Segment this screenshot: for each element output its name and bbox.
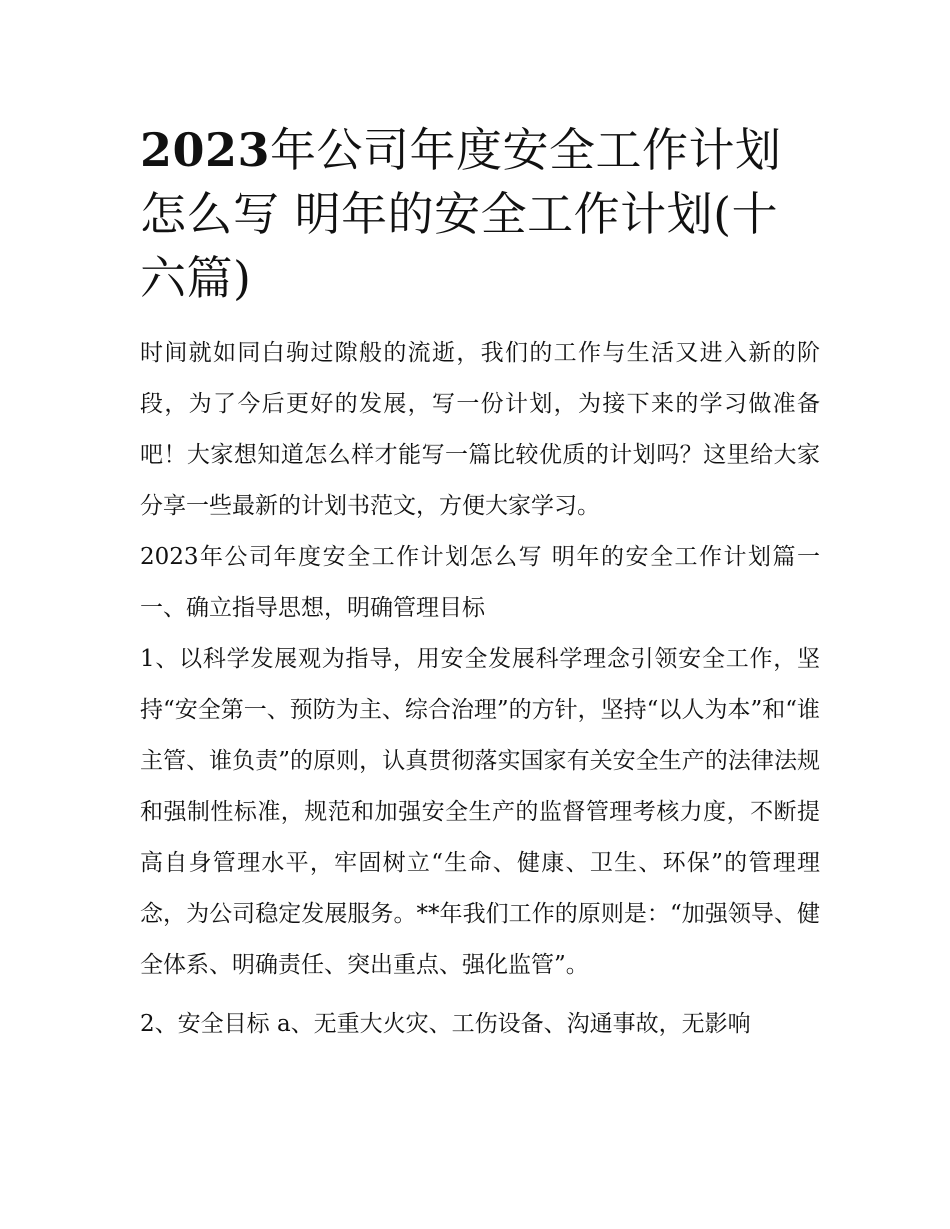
section-heading: 2023年公司年度安全工作计划怎么写 明年的安全工作计划篇一 一、确立指导思想，明确管理目标: [140, 544, 820, 621]
item-2-paragraph: 2、安全目标 a、无重大火灾、工伤设备、沟通事故，无影响: [140, 1011, 751, 1037]
item-1-paragraph: 1、以科学发展观为指导，用安全发展科学理念引领安全工作，坚持“安全第一、预防为主、综合治理”的方针，坚持“以人为本”和“谁主管、谁负责”的原则，认真贯彻落实国家有关安全生产的法律法规和强制性标准，规范和加强安全生产的监督管理考核力度，不断提高自身管理水平，牢固树立“生命、健康、卫生、环保”的管理理念，为公司稳定发展服务。**年我们工作的原则是：“加强领导、健全体系、明确责任、突出重点、强化监管”。: [140, 646, 820, 978]
intro-paragraph: 时间就如同白驹过隙般的流逝，我们的工作与生活又进入新的阶段，为了今后更好的发展，写一份计划，为接下来的学习做准备吧！大家想知道怎么样才能写一篇比较优质的计划吗？这里给大家分享一些最新的计划书范文，方便大家学习。: [140, 340, 820, 519]
document-page: [140, 118, 820, 1050]
title-year: 2023: [140, 123, 271, 177]
title-text: 年公司年度安全工作计划怎么写 明年的安全工作计划(十六篇): [140, 123, 782, 305]
document-title: [140, 118, 820, 310]
